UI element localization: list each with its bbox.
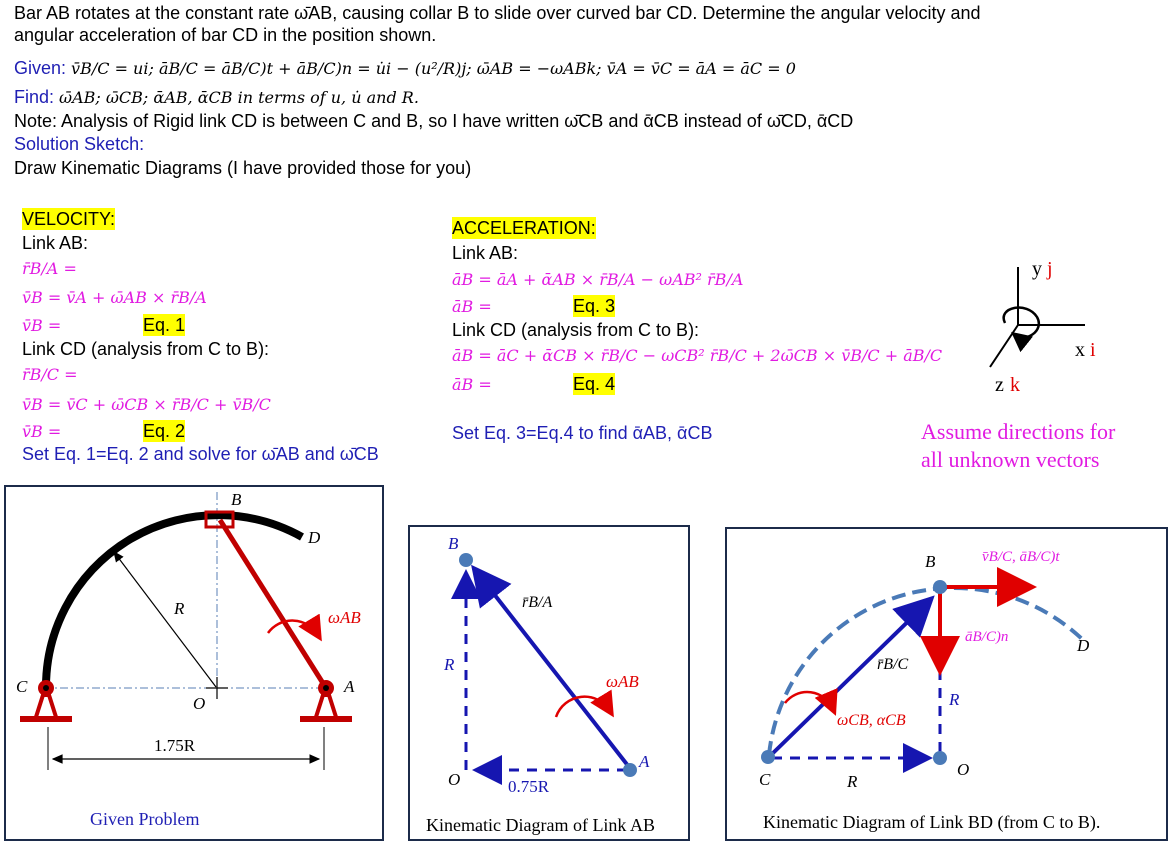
label-dimension: 1.75R: [154, 736, 196, 755]
velocity-set-eq: Set Eq. 1=Eq. 2 and solve for ω̄AB and ω̄CB: [22, 444, 379, 464]
problem-statement-line2: angular acceleration of bar CD in the position shown.: [14, 25, 437, 45]
draw-kinematic-instruction: Draw Kinematic Diagrams (I have provided those for you): [14, 158, 472, 178]
velocity-link-cd: Link CD (analysis from C to B):: [22, 339, 270, 359]
acceleration-link-ab: Link AB:: [452, 243, 519, 263]
given-problem-panel: [4, 485, 384, 841]
axis-y-label: y: [1032, 258, 1042, 280]
acceleration-cd-blank: āB =: [452, 375, 492, 394]
velocity-heading: VELOCITY:: [22, 209, 116, 229]
axis-x-unit: i: [1090, 339, 1096, 361]
panel-caption: Given Problem: [90, 809, 200, 829]
omega-cb-arrow: [785, 692, 833, 709]
point-c: [761, 750, 775, 764]
acceleration-heading: ACCELERATION:: [452, 218, 596, 238]
label-v-bc-at: v̄B/C, āB/C)t: [982, 549, 1060, 565]
acceleration-set-eq: Set Eq. 3=Eq.4 to find ᾱAB, ᾱCB: [452, 423, 713, 443]
find-line: [14, 86, 419, 109]
label-dimension: 0.75R: [508, 777, 550, 796]
label-b: B: [231, 490, 242, 509]
label-b: B: [925, 552, 936, 571]
axis-x-label: x: [1075, 339, 1085, 361]
curved-bar-arc: [769, 588, 1082, 755]
label-r-horizontal: R: [847, 772, 858, 791]
label-c: C: [16, 677, 28, 696]
pin-support-c: [20, 680, 72, 722]
label-a: A: [639, 752, 650, 771]
find-label: Find:: [14, 87, 55, 107]
acceleration-ab-blank: āB =: [452, 297, 492, 316]
label-r-bc: r̄B/C: [877, 656, 909, 673]
label-o: O: [957, 760, 970, 779]
kinematic-bd-figure: [727, 529, 1166, 839]
label-c: C: [759, 770, 771, 789]
label-r: R: [174, 599, 185, 618]
coordinate-axes-icon: [975, 245, 1115, 400]
velocity-vb-blank: v̄B =: [22, 316, 62, 335]
point-a: [623, 763, 637, 777]
point-b: [933, 580, 947, 594]
acceleration-ab-equation: āB = āA + ᾱAB × r̄B/A − ωAB² r̄B/A: [452, 270, 744, 289]
find-expression: ω̄AB; ω̄CB; ᾱAB, ᾱCB in terms of u, u̇ and R.: [59, 88, 419, 107]
solution-sketch-label: Solution Sketch:: [14, 134, 145, 154]
velocity-link-ab: Link AB:: [22, 233, 89, 253]
label-a: A: [344, 677, 355, 696]
velocity-r-ba: r̄B/A =: [22, 259, 77, 278]
axis-z-unit: k: [1010, 374, 1020, 396]
label-d: D: [1077, 636, 1090, 655]
label-omega-ab: ωAB: [328, 608, 361, 627]
eq3-label: Eq. 3: [573, 296, 616, 316]
radius-arrow: [114, 552, 216, 687]
label-d: D: [308, 528, 321, 547]
axis-z-label: z: [995, 374, 1004, 396]
label-omega-cb: ωCB, αCB: [837, 712, 906, 729]
kinematic-bd-panel: [725, 527, 1168, 841]
velocity-vb-equation: v̄B = v̄A + ω̄AB × r̄B/A: [22, 288, 207, 307]
label-o: O: [193, 694, 206, 713]
vector-r-bc: [771, 601, 929, 755]
eq4-label: Eq. 4: [573, 374, 616, 394]
assume-directions-line1: Assume directions for: [921, 419, 1116, 444]
label-b: B: [448, 534, 459, 553]
velocity-vb-blank2: v̄B =: [22, 422, 62, 441]
point-b: [459, 553, 473, 567]
kinematic-ab-figure: [410, 527, 688, 839]
given-expression: v̄B/C = ui; āB/C = āB/C)t + āB/C)n = u̇i − (u²/R)j; ω̄AB = −ωABk; v̄A = v̄C = āA = āC = 0: [71, 59, 796, 78]
acceleration-link-cd: Link CD (analysis from C to B):: [452, 320, 700, 340]
assume-directions-line2: all unknown vectors: [921, 447, 1100, 472]
given-label: Given:: [14, 58, 67, 78]
kinematic-ab-panel: [408, 525, 690, 841]
panel-caption: Kinematic Diagram of Link AB: [426, 815, 655, 835]
problem-statement-line1: Bar AB rotates at the constant rate ω̄AB, causing collar B to slide over curved bar CD. Determine the angular velocity and: [14, 3, 981, 23]
velocity-r-bc: r̄B/C =: [22, 365, 78, 384]
vector-r-ba: [476, 571, 629, 767]
eq1-label: Eq. 1: [143, 315, 186, 335]
panel-caption: Kinematic Diagram of Link BD (from C to B).: [763, 812, 1101, 832]
label-r-vertical: R: [949, 690, 960, 709]
eq2-label: Eq. 2: [143, 421, 186, 441]
label-r-ba: r̄B/A: [522, 594, 553, 611]
label-r: R: [444, 655, 455, 674]
label-omega-ab: ωAB: [606, 672, 639, 691]
acceleration-cd-equation: āB = āC + ᾱCB × r̄B/C − ωCB² r̄B/C + 2ω̄CB × v̄B/C + āB/C: [452, 346, 943, 365]
given-problem-figure: [6, 487, 382, 839]
label-a-bc-n: āB/C)n: [965, 629, 1009, 645]
note-line: Note: Analysis of Rigid link CD is between C and B, so I have written ω̄CB and ᾱCB instead of ω̄CD, ᾱCD: [14, 111, 854, 131]
axis-y-unit: j: [1047, 258, 1053, 280]
given-line: [14, 57, 796, 80]
velocity-vb-equation2: v̄B = v̄C + ω̄CB × r̄B/C + v̄B/C: [22, 395, 271, 414]
point-o: [933, 751, 947, 765]
label-o: O: [448, 770, 461, 789]
